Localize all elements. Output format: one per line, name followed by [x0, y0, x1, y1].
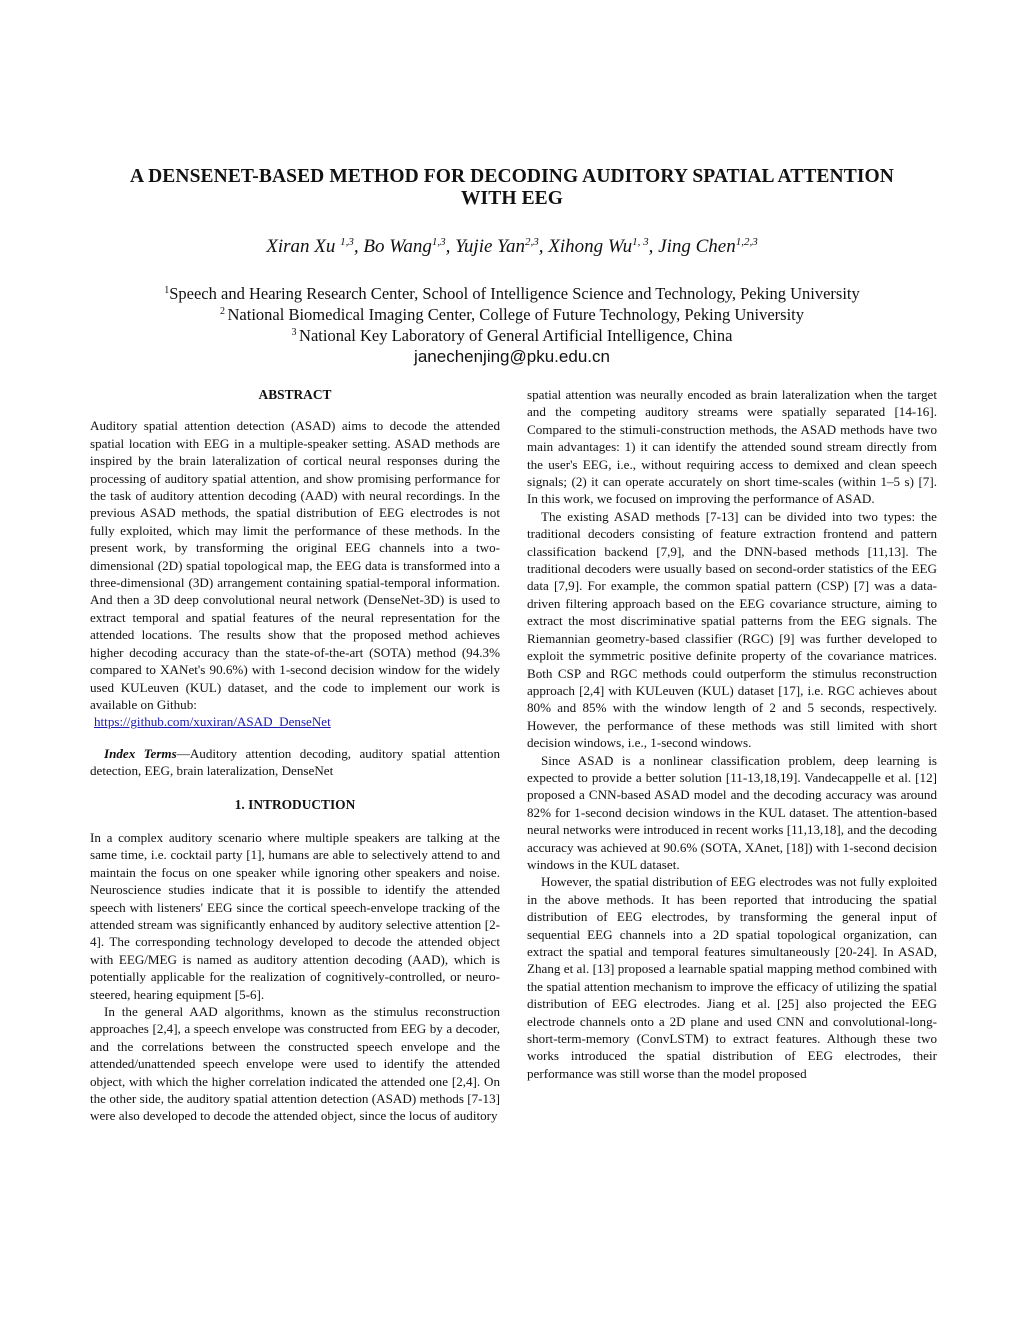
intro-paragraph-2: In the general AAD algorithms, known as the stimulus reconstruction approaches [2,4], a speech envelope was constructed from EEG by a decoder, and the correlations between the constructed speech envelope and the attended/unattended speech envelope were used to identify the attended object, with which the higher correlation indicated the attended one [2,4]. On the other side, the auditory spatial attention detection (ASAD) methods [7-13] were also developed to decode the attended object, since the locus of auditory: [90, 1004, 500, 1124]
affiliation-line: [60, 304, 964, 325]
title-line-1: A DENSENET-BASED METHOD FOR DECODING AUDITORY SPATIAL ATTENTION: [130, 166, 894, 187]
intro-paragraph-4: The existing ASAD methods [7-13] can be divided into two types: the traditional decoders consisting of feature extraction frontend and pattern classification backend [7,9], and the DNN-based methods [11,13]. The traditional decoders were usually based on second-order statistics of the EEG data [7,9]. For example, the common spatial pattern (CSP) [7] was a data-driven filtering approach based on the EEG covariance structure, aiming to extract the most discriminative spatial patterns from the EEG signals. The Riemannian geometry-based classifier (RGC) [9] was further developed to exploit the symmetric positive definite property of the covariance matrices. Both CSP and RGC methods could outperform the stimulus reconstruction approach [2,4] with KULeuven (KUL) dataset [17], i.e. RGC achieves about 80% and 85% with the window length of 2 and 5 seconds, respectively. However, the performance of these methods was still limited with short decision windows, i.e., 1-second windows.: [527, 508, 937, 751]
introduction-heading: 1. INTRODUCTION: [234, 796, 356, 812]
author-separator: ,: [353, 236, 364, 257]
abstract-text: Auditory spatial attention detection (ASAD) aims to decode the attended spatial location with EEG in a multiple-speaker setting. ASAD methods are inspired by the brain lateralization of cortical neural responses during the processing of auditory spatial attention, and show promising performance for the task of auditory attention decoding (AAD) with neural recordings. In the previous ASAD methods, the spatial distribution of EEG electrodes is not fully exploited, which may limit the performance of these methods. In the present work, by transforming the original EEG channels into a two-dimensional (2D) spatial topological map, the EEG data is transformed into a three-dimensional (3D) arrangement containing spatial-temporal information. And then a 3D deep convolutional neural network (DenseNet-3D) is used to extract temporal and spatial features of the neural representation for the attended locations. The results show that the proposed method achieves higher decoding accuracy than the state-of-the-art (SOTA) method (94.3% compared to XANet's 90.6%) with 1-second decision window for the widely used KULeuven (KUL) dataset, and the code to implement our work is available on Github:: [90, 418, 500, 712]
author-separator: ,: [648, 236, 659, 257]
index-terms-text: —Auditory attention decoding, auditory spatial attention detection, EEG, brain lateralization, DenseNet: [90, 745, 500, 779]
author-name: Bo Wang: [363, 236, 432, 257]
author-name: Yujie Yan: [455, 236, 525, 257]
index-terms: [90, 745, 500, 780]
index-terms-label: Index Terms: [104, 745, 177, 761]
intro-paragraph-3: spatial attention was neurally encoded as brain lateralization when the target and the competing auditory streams were spatially separated [14-16]. Compared to the stimuli-construction methods, the ASAD methods have two main advantages: 1) it can identify the attended sound stream directly from the user's EEG, i.e., without requiring access to demixed and clean speech signals; (2) it can operate accurately on short time-scales (within 1–5 s) [7]. In this work, we focused on improving the performance of ASAD.: [527, 387, 937, 507]
author-separator: ,: [445, 236, 456, 257]
author-name: Xihong Wu: [548, 236, 633, 257]
affiliation-mark: 3: [291, 327, 300, 338]
affiliation-mark: 1: [164, 285, 170, 296]
author-affiliation-mark: 1,3: [431, 236, 446, 248]
left-column: [90, 386, 500, 1125]
affiliation-line: [60, 283, 964, 304]
abstract-heading: ABSTRACT: [258, 387, 332, 402]
affiliation-line: [60, 325, 964, 346]
author-list: [60, 236, 964, 258]
author-affiliation-mark: 2,3: [524, 236, 539, 248]
affiliations: [60, 283, 964, 367]
author-separator: ,: [538, 236, 549, 257]
author-name: Xiran Xu: [266, 236, 341, 257]
affiliation-text: Speech and Hearing Research Center, School of Intelligence Science and Technology, Peking University: [169, 284, 860, 303]
intro-paragraph-6: However, the spatial distribution of EEG electrodes was not fully exploited in the above methods. It has been reported that introducing the spatial distribution of EEG electrodes, by transforming the general input of sequential EEG channels into a 2D spatial topological organization, can extract the spatial and temporal features simultaneously [20-24]. In ASAD, Zhang et al. [13] proposed a learnable spatial mapping method combined with the spatial attention mechanism to improve the efficacy of utilizing the spatial distribution of EEG electrodes. Jiang et al. [25] also projected the EEG electrode channels onto a 2D plane and used CNN and convolutional-long-short-term-memory (ConvLSTM) to extract features. Although these two works introduced the spatial distribution of EEG electrodes, their performance was still worse than the model proposed: [527, 874, 937, 1081]
title-line-2: WITH EEG: [460, 188, 564, 209]
author-affiliation-mark: 1,3: [340, 236, 354, 248]
author-affiliation-mark: 1,2,3: [735, 236, 758, 248]
affiliation-text: National Biomedical Imaging Center, College of Future Technology, Peking University: [227, 305, 804, 324]
affiliation-mark: 2: [220, 306, 228, 317]
author-affiliation-mark: 1, 3: [632, 236, 649, 248]
right-column: [527, 386, 937, 1082]
github-link[interactable]: https://github.com/xuxiran/ASAD_DenseNet: [94, 714, 331, 730]
author-name: Jing Chen: [658, 236, 736, 257]
affiliation-text: National Key Laboratory of General Artificial Intelligence, China: [299, 326, 733, 345]
paper-title: [60, 166, 964, 210]
intro-paragraph-1: In a complex auditory scenario where multiple speakers are talking at the same time, i.e. cocktail party [1], humans are able to selectively attend to and maintain the focus on one speaker while ignoring other speakers and noise. Neuroscience studies indicate that it is possible to identify the attended speech with listeners' EEG since the cortical speech-envelope tracking of the attended stream was significantly enhanced by auditory selective attention [2-4]. The corresponding technology developed to decode the attended object with EEG/MEG is named as auditory attention decoding (AAD), which is potentially applicable for the realization of cognitively-controlled, or neuro-steered, hearing equipment [5-6].: [90, 829, 500, 1002]
contact-email: janechenjing@pku.edu.cn: [414, 347, 610, 366]
intro-paragraph-5: Since ASAD is a nonlinear classification problem, deep learning is expected to provide a better solution [11-13,18,19]. Vandecappelle et al. [12] proposed a CNN-based ASAD model and the decoding accuracy was around 82% for 1-second decision windows in the KUL dataset. The attention-based neural networks were introduced in recent works [11,13,18], and the decoding accuracy was achieved at 90.6% (SOTA, XAnet, [18]) with 1-second decision windows in the KUL dataset.: [527, 752, 937, 872]
